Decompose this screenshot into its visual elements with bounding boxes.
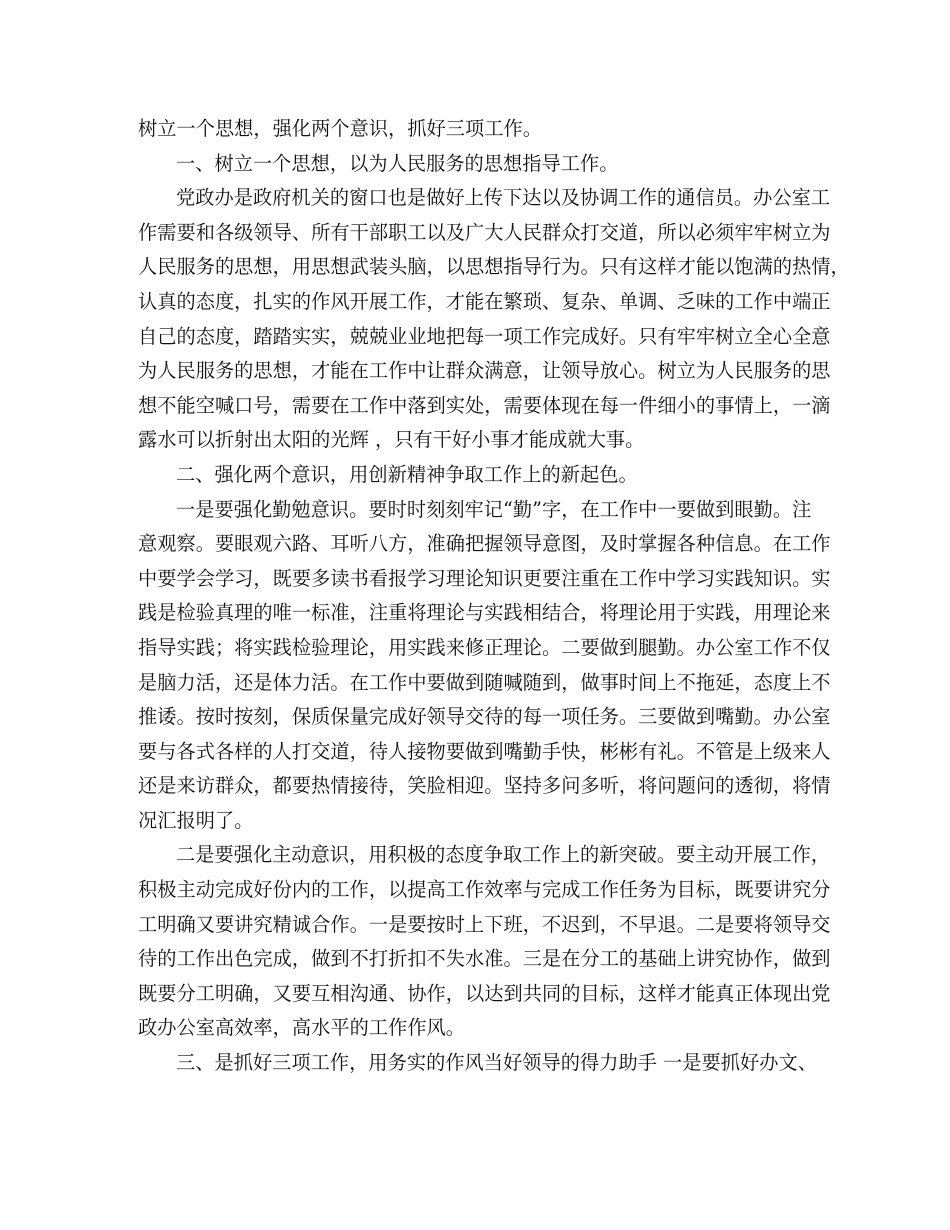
text-line: 要与各式各样的人打交道，待人接物要做到嘴勤手快，彬彬有礼。不管是上级来人	[138, 739, 831, 763]
text-line: 积极主动完成好份内的工作，以提高工作效率与完成工作任务为目标，既要讲究分	[138, 878, 831, 902]
document-page	[138, 112, 850, 1081]
text-line: 况汇报明了。	[138, 808, 254, 832]
text-line: 人民服务的思想，用思想武装头脑，以思想指导行为。只有这样才能以饱满的热情，	[138, 255, 850, 279]
text-line: 想不能空喊口号，需要在工作中落到实处，需要体现在每一件细小的事情上，一滴	[138, 393, 831, 417]
text-line: 践是检验真理的唯一标准，注重将理论与实践相结合，将理论用于实践，用理论来	[138, 601, 831, 625]
text-line: 推诿。按时按刻，保质保量完成好领导交待的每一项任务。三要做到嘴勤。办公室	[138, 705, 831, 729]
text-line: 工明确又要讲究精诚合作。一是要按时上下班，不迟到，不早退。二是要将领导交	[138, 912, 831, 936]
text-line: 指导实践；将实践检验理论，用实践来修正理论。二要做到腿勤。办公室工作不仅	[138, 635, 831, 659]
text-line: 党政办是政府机关的窗口也是做好上传下达以及协调工作的通信员。办公室工	[176, 186, 831, 210]
text-line: 三、是抓好三项工作，用务实的作风当好领导的得力助手 一是要抓好办文、	[176, 1051, 817, 1075]
text-line: 为人民服务的思想，才能在工作中让群众满意，让领导放心。树立为人民服务的思	[138, 359, 831, 383]
text-line: 二是要强化主动意识，用积极的态度争取工作上的新突破。要主动开展工作，	[176, 843, 831, 867]
text-line: 二、强化两个意识，用创新精神争取工作上的新起色。	[176, 462, 638, 486]
text-line: 作需要和各级领导、所有干部职工以及广大人民群众打交道，所以必须牢牢树立为	[138, 220, 831, 244]
text-line: 一、树立一个思想，以为人民服务的思想指导工作。	[176, 151, 619, 175]
text-line: 自己的态度，踏踏实实，兢兢业业地把每一项工作完成好。只有牢牢树立全心全意	[138, 324, 831, 348]
text-line: 中要学会学习，既要多读书看报学习理论知识更要注重在工作中学习实践知识。实	[138, 566, 831, 590]
text-line: 既要分工明确，又要互相沟通、协作，以达到共同的目标，这样才能真正体现出党	[138, 981, 831, 1005]
text-line: 待的工作出色完成，做到不打折扣不失水准。三是在分工的基础上讲究协作，做到	[138, 947, 831, 971]
text-line: 还是来访群众，都要热情接待，笑脸相迎。坚持多问多听，将问题问的透彻，将情	[138, 774, 831, 798]
text-line: 意观察。要眼观六路、耳听八方，准确把握领导意图，及时掌握各种信息。在工作	[138, 532, 831, 556]
text-line: 树立一个思想，强化两个意识，抓好三项工作。	[138, 117, 542, 140]
text-line: 一是要强化勤勉意识。要时时刻刻牢记“勤”字，在工作中一要做到眼勤。注	[176, 497, 812, 521]
text-line: 政办公室高效率，高水平的工作作风。	[138, 1016, 466, 1040]
text-line: 是脑力活，还是体力活。在工作中要做到随喊随到，做事时间上不拖延，态度上不	[138, 670, 831, 694]
text-line: 露水可以折射出太阳的光辉 ，只有干好小事才能成就大事。	[138, 428, 645, 452]
text-line: 认真的态度，扎实的作风开展工作，才能在繁琐、复杂、单调、乏味的工作中端正	[138, 289, 831, 313]
